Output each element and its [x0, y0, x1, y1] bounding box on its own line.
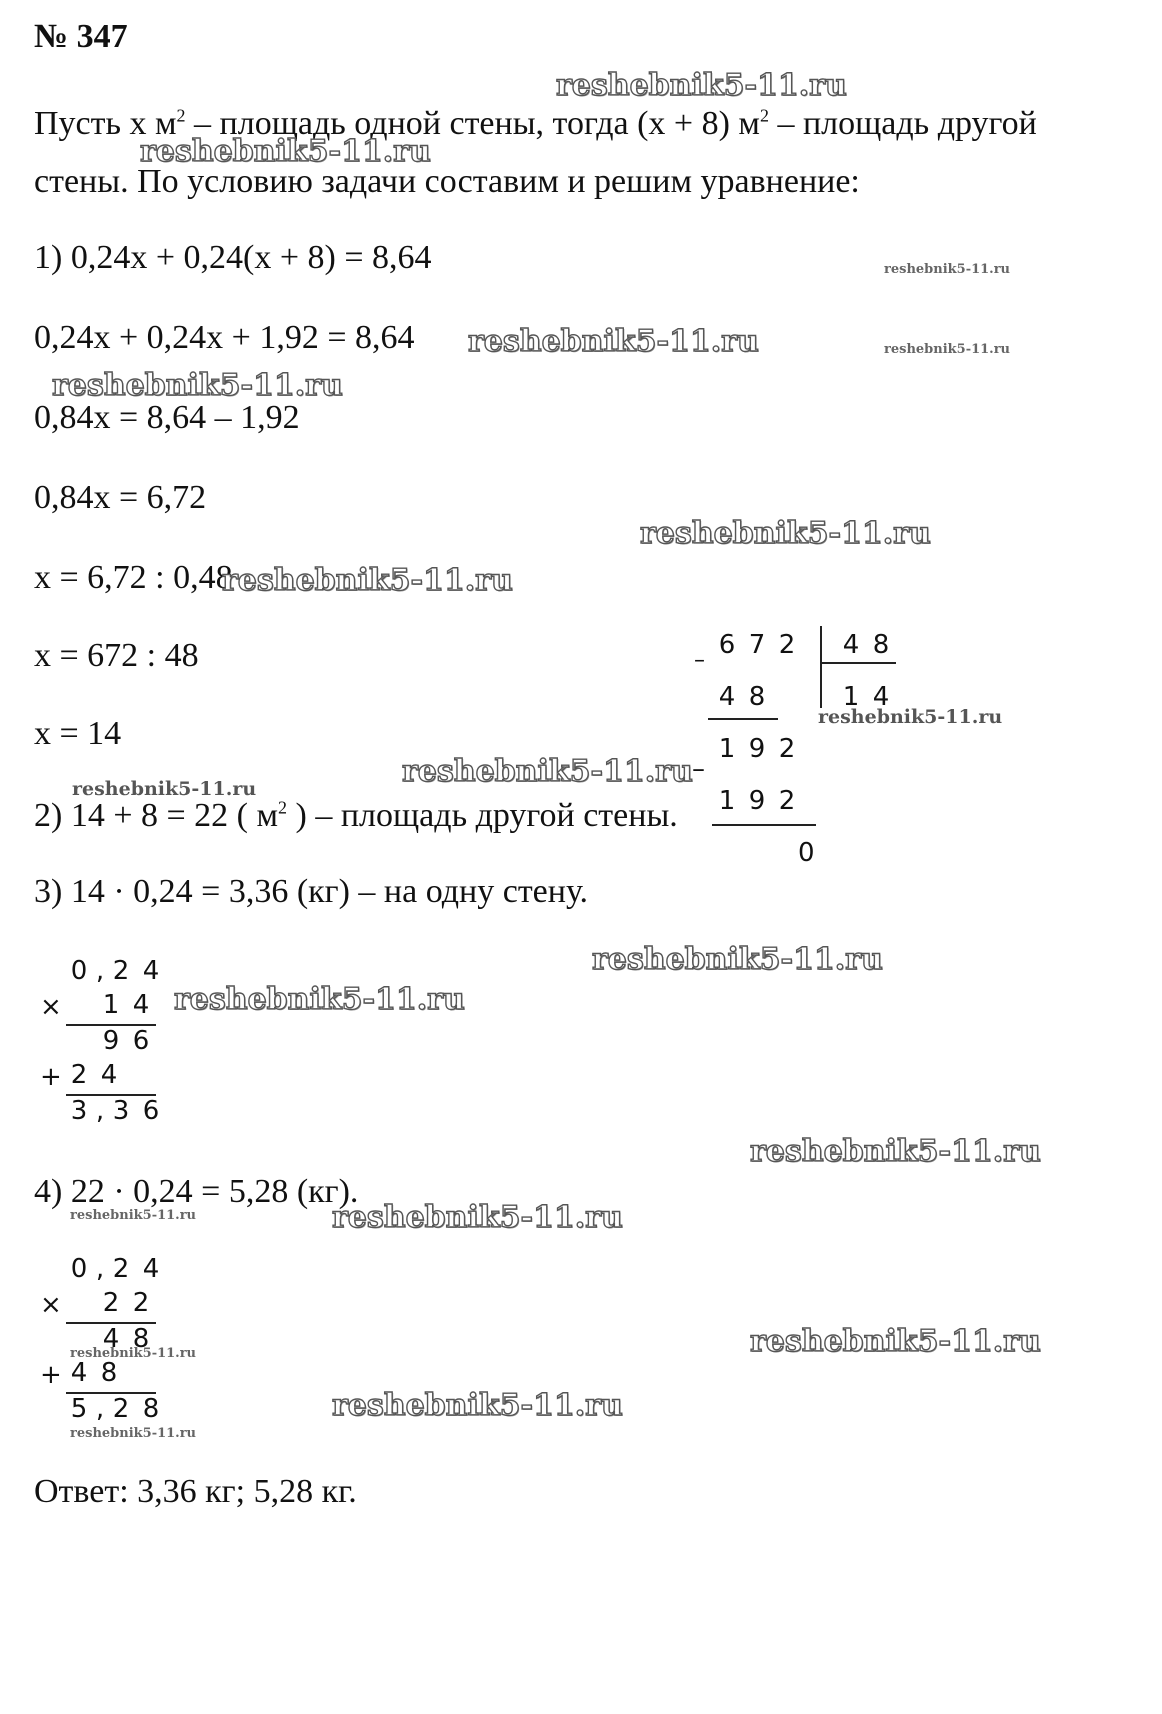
digit: 4	[842, 630, 860, 660]
digit: 3	[70, 1096, 88, 1126]
watermark: reshebnik5-11.ru	[332, 1388, 623, 1423]
digit: 1	[102, 990, 120, 1020]
division-line-2	[712, 824, 816, 826]
watermark: reshebnik5-11.ru	[750, 1324, 1041, 1359]
intro-text-b: – площадь одной стены, тогда (x + 8) м	[185, 105, 760, 142]
digit: 9	[102, 1026, 120, 1056]
digit: 1	[842, 682, 860, 712]
equation-4: 0,84x = 6,72	[34, 479, 207, 516]
digit: 4	[70, 1358, 88, 1388]
watermark: reshebnik5-11.ru	[884, 262, 1011, 277]
watermark: reshebnik5-11.ru	[52, 368, 343, 403]
digit: 6	[142, 1096, 160, 1126]
intro-text-a: Пусть x м	[34, 105, 177, 142]
step-2	[34, 796, 678, 836]
digit: 1	[718, 786, 736, 816]
equation-1: 1) 0,24x + 0,24(x + 8) = 8,64	[34, 239, 432, 276]
mult2-times-sign: ×	[40, 1290, 62, 1320]
watermark: reshebnik5-11.ru	[592, 942, 883, 977]
mult2-plus-sign: +	[40, 1360, 62, 1390]
digit: 4	[142, 1254, 160, 1284]
division-result: 0	[798, 838, 815, 868]
digit: 4	[100, 1060, 118, 1090]
watermark: reshebnik5-11.ru	[556, 68, 847, 103]
digit: 0	[70, 1254, 88, 1284]
digit: 2	[132, 1288, 150, 1318]
equation-2: 0,24x + 0,24x + 1,92 = 8,64	[34, 319, 415, 356]
watermark: reshebnik5-11.ru	[818, 706, 1003, 728]
watermark: reshebnik5-11.ru	[884, 342, 1011, 357]
step2-sup: 2	[278, 797, 288, 818]
division-minus-2: –	[692, 754, 705, 784]
digit: 1	[718, 734, 736, 764]
digit: 4	[102, 1324, 120, 1354]
watermark: reshebnik5-11.ru	[70, 1346, 197, 1361]
digit: 4	[132, 990, 150, 1020]
equation-3: 0,84x = 8,64 – 1,92	[34, 399, 300, 436]
mult1-product	[64, 1096, 166, 1126]
digit: 8	[872, 630, 890, 660]
mult2-product	[64, 1394, 166, 1424]
division-sub-2	[712, 786, 802, 816]
digit: 2	[102, 1288, 120, 1318]
digit: 8	[748, 682, 766, 712]
division-line-1	[708, 718, 778, 720]
answer: Ответ: 3,36 кг; 5,28 кг.	[34, 1473, 357, 1510]
mult1-partial-2	[64, 1060, 124, 1090]
watermark: reshebnik5-11.ru	[222, 563, 513, 598]
watermark: reshebnik5-11.ru	[640, 516, 931, 551]
intro-text-c: – площадь другой	[768, 105, 1037, 142]
mult1-factor-1	[64, 956, 166, 986]
digit: 9	[748, 734, 766, 764]
watermark: reshebnik5-11.ru	[332, 1200, 623, 1235]
step2-b: ) – площадь другой стены.	[287, 797, 678, 834]
watermark: reshebnik5-11.ru	[140, 134, 431, 169]
digit: 2	[778, 734, 796, 764]
division-vertical-bar	[820, 626, 822, 708]
digit: 8	[142, 1394, 160, 1424]
watermark: reshebnik5-11.ru	[72, 778, 257, 800]
mult2-factor-1	[64, 1254, 166, 1284]
watermark: reshebnik5-11.ru	[750, 1134, 1041, 1169]
mult1-partial-1	[96, 1026, 156, 1056]
digit: 2	[112, 956, 130, 986]
watermark: reshebnik5-11.ru	[402, 754, 693, 789]
mult2-factor-2	[96, 1288, 156, 1318]
intro-line-2: стены. По условию задачи составим и решим уравнение:	[34, 163, 860, 200]
intro-sup-2: 2	[759, 105, 769, 126]
watermark: reshebnik5-11.ru	[70, 1208, 197, 1223]
step2-a: 2) 14 + 8 = 22 ( м	[34, 797, 279, 834]
watermark: reshebnik5-11.ru	[468, 324, 759, 359]
mult1-factor-2	[96, 990, 156, 1020]
digit: 8	[100, 1358, 118, 1388]
digit: ,	[95, 1254, 105, 1284]
digit: 0	[70, 956, 88, 986]
digit: 3	[112, 1096, 130, 1126]
digit: 9	[748, 786, 766, 816]
digit: ,	[95, 1096, 105, 1126]
equation-5: x = 6,72 : 0,48	[34, 559, 233, 596]
digit: 2	[70, 1060, 88, 1090]
equation-7: x = 14	[34, 715, 122, 752]
digit: 2	[778, 630, 796, 660]
intro-sup-1: 2	[176, 105, 186, 126]
digit: ,	[95, 1394, 105, 1424]
digit: 2	[112, 1254, 130, 1284]
step-4: 4) 22 · 0,24 = 5,28 (кг).	[34, 1173, 359, 1210]
division-divisor	[836, 630, 896, 660]
digit: 4	[718, 682, 736, 712]
digit: 4	[142, 956, 160, 986]
digit: 7	[748, 630, 766, 660]
digit: 6	[718, 630, 736, 660]
division-dividend	[712, 630, 802, 660]
division-sub-1	[712, 682, 772, 712]
digit: ,	[95, 956, 105, 986]
digit: 6	[132, 1026, 150, 1056]
step-3: 3) 14 · 0,24 = 3,36 (кг) – на одну стену.	[34, 873, 589, 910]
digit: 8	[132, 1324, 150, 1354]
watermark: reshebnik5-11.ru	[70, 1426, 197, 1441]
digit: 4	[872, 682, 890, 712]
division-minus-1: –	[694, 648, 705, 673]
mult1-times-sign: ×	[40, 992, 62, 1022]
digit: 5	[70, 1394, 88, 1424]
mult2-partial-2	[64, 1358, 124, 1388]
division-divisor-underline	[822, 662, 896, 664]
mult1-plus-sign: +	[40, 1062, 62, 1092]
watermark: reshebnik5-11.ru	[174, 982, 465, 1017]
equation-6: x = 672 : 48	[34, 637, 199, 674]
problem-number: № 347	[34, 18, 128, 55]
digit: 2	[778, 786, 796, 816]
digit: 2	[112, 1394, 130, 1424]
division-remainder-1	[712, 734, 802, 764]
